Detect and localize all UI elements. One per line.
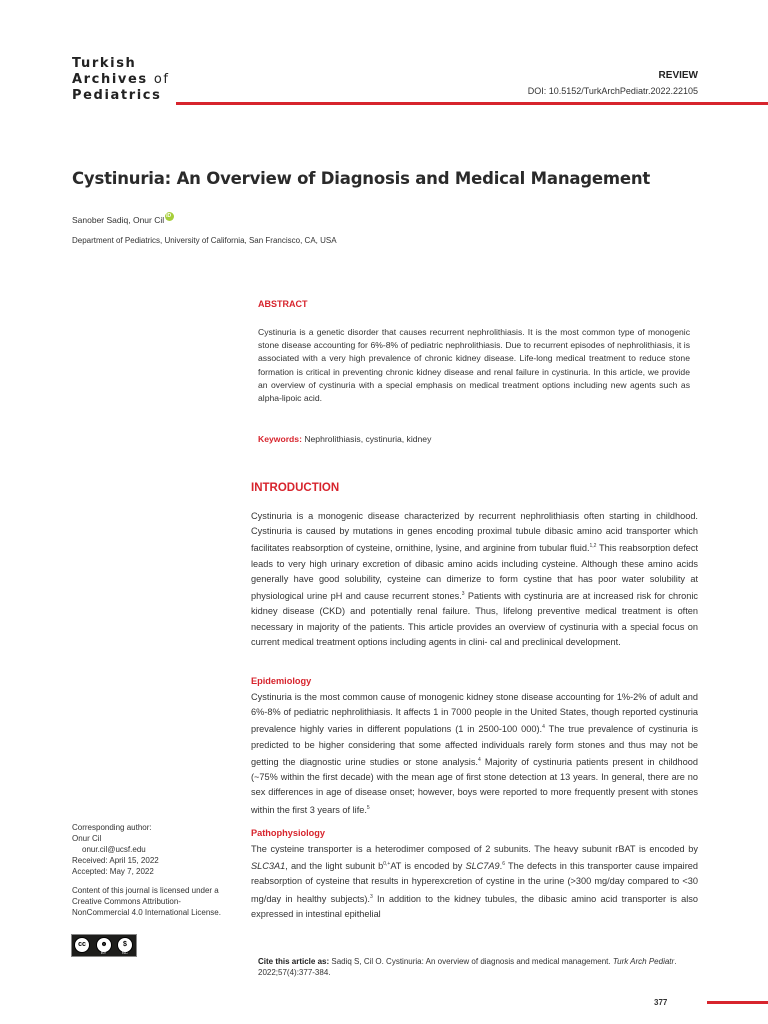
corresponding-author-email[interactable]: onur.cil@ucsf.edu xyxy=(82,845,146,854)
reference-superscript[interactable]: 3 xyxy=(369,893,373,900)
corresponding-author-block xyxy=(72,822,222,877)
citation-journal: Turk Arch Pediatr xyxy=(612,957,675,966)
footer-rule xyxy=(707,1001,768,1004)
license-text: Content of this journal is licensed under a Creative Commons Attribution-NonCommercial 4.0 International License. xyxy=(72,886,221,917)
epi-text-3: Majority of cystinuria patients present in childhood (~75% within the first decade) with the mean age of first stone detection at 13 years. In general, there are no sex differences in age of disease onset; however, boys were reported to more frequently present with stones within the first 3 years of life. xyxy=(251,756,698,815)
author-names: Sanober Sadiq, Onur Cil xyxy=(72,215,165,225)
epidemiology-heading: Epidemiology xyxy=(251,676,312,686)
journal-name-of: of xyxy=(153,72,170,87)
affiliation: Department of Pediatrics, University of California, San Francisco, CA, USA xyxy=(72,236,337,245)
received-date: Received: April 15, 2022 xyxy=(72,856,159,865)
journal-name-line1: Turkish xyxy=(72,56,137,71)
article-title: Cystinuria: An Overview of Diagnosis and Medical Management xyxy=(72,169,651,188)
epidemiology-paragraph xyxy=(251,690,698,818)
keywords xyxy=(258,434,431,444)
superscript: 0,+ xyxy=(383,861,391,868)
corresponding-author-name: Onur Cil xyxy=(72,834,102,843)
journal-name-line3: Pediatrics xyxy=(72,88,162,103)
journal-logo xyxy=(72,56,170,104)
citation xyxy=(258,956,698,978)
orcid-icon[interactable] xyxy=(165,212,174,221)
epi-text-2: The true prevalence of cystinuria is predicted to be higher considering that some affected individuals rarely form stones and thus may not be getting the diagnostic urine studies or stone analysis. xyxy=(251,724,698,767)
introduction-paragraph xyxy=(251,509,698,650)
cc-license-badge[interactable] xyxy=(71,934,137,957)
path-text-4: The defects in this transporter cause impaired reabsorption of cysteine that results in hyperexcretion of cystine in the urine (>300 mg/day compared to <30 mg/day in healthy subjects). xyxy=(251,861,698,904)
gene-name: SLC7A9 xyxy=(465,861,500,872)
reference-superscript[interactable]: 5 xyxy=(366,804,370,811)
intro-text-1: Cystinuria is a monogenic disease characterized by recurrent nephrolithiasis often starting in childhood. Cystinuria is caused by mutations in genes encoding proximal tubule dibasic amino acid transporter which facilitates reabsorption of cysteine, ornithine, lysine, and arginine from tubular fluid. xyxy=(251,511,698,554)
pathophysiology-paragraph: The cysteine transporter is a heterodimer composed of 2 subunits. The heavy subunit rBAT is encoded by SLC3A1, and the light subunit $b^{0,+}AT$ is encoded by SLC7A9.$^6$ The defects in this transporter cause impaired reabsorption of cysteine that results in hyperexcretion of cystine in the urine (>300 mg/day compared to <30 mg/day in healthy subjects).$^3$ In addition to the kidney tubules, the dibasic amino acid transporter is also expressed in intestinal epithelial xyxy=(251,844,698,919)
article-type: REVIEW xyxy=(658,70,698,81)
header-rule xyxy=(176,102,768,105)
reference-superscript[interactable]: 6 xyxy=(502,861,506,868)
pathophysiology-heading: Pathophysiology xyxy=(251,828,326,838)
path-text-5: In addition to the kidney tubules, the dibasic amino acid transporter is also expressed in intestinal epithelial xyxy=(251,893,698,919)
corresponding-author-label: Corresponding author: xyxy=(72,823,152,832)
cc-icon: cc xyxy=(74,937,90,953)
reference-superscript[interactable]: 4 xyxy=(542,724,545,731)
attribution-icon: ☻ xyxy=(96,937,112,953)
journal-name-archives: Archives xyxy=(72,72,154,87)
abstract-heading: ABSTRACT xyxy=(258,299,308,309)
keywords-list: Nephrolithiasis, cystinuria, kidney xyxy=(301,434,432,444)
path-text-3: AT is encoded by xyxy=(390,861,466,872)
citation-volume: . 2022;57(4):377-384. xyxy=(258,957,677,977)
gene-name: SLC3A1 xyxy=(251,861,286,872)
path-text-1: The cysteine transporter is a heterodimer composed of 2 subunits. The heavy subunit rBAT is encoded by xyxy=(251,844,698,854)
journal-name-line2 xyxy=(72,72,170,88)
doi[interactable]: DOI: 10.5152/TurkArchPediatr.2022.22105 xyxy=(527,86,698,96)
intro-text-2: This reabsorption defect leads to very high urinary excretion of dibasic amino acids including cysteine. Although these amino acids generally have good solubility, cysteine can dimerize to form cystine that has poor water solubility at physiological urine pH and cause recurrent stones. xyxy=(251,543,699,602)
cc-nc-label: NC xyxy=(122,950,128,955)
citation-text: Sadiq S, Cil O. Cystinuria: An overview of diagnosis and medical management. xyxy=(329,957,613,966)
introduction-heading: INTRODUCTION xyxy=(251,482,340,494)
reference-superscript[interactable]: 3 xyxy=(461,591,465,598)
page-number: 377 xyxy=(654,998,668,1007)
authors xyxy=(72,212,174,225)
reference-superscript[interactable]: 4 xyxy=(477,756,481,763)
reference-superscript[interactable]: 1,2 xyxy=(589,543,597,550)
citation-label: Cite this article as: xyxy=(258,957,330,966)
noncommercial-icon: $ xyxy=(117,937,133,953)
epi-text-1: Cystinuria is the most common cause of monogenic kidney stone disease accounting for 1%-2% of adult and 6%-8% of pediatric nephrolithiasis. It affects 1 in 7000 people in the United States, though reported cystinuria prevalence highly varies in different populations (1 in 2500-100 000). xyxy=(251,692,698,735)
path-text-2: , and the light subunit b xyxy=(285,861,384,872)
cc-by-label: BY xyxy=(101,950,107,955)
abstract-text: Cystinuria is a genetic disorder that causes recurrent nephrolithiasis. It is the most common type of monogenic stone disease accounting for 6%-8% of pediatric nephrolithiasis. Due to recurrent episodes of nephrolithiasis, it is associated with a very high prevalence of chronic kidney disease. Life-long medical treatment to reduce stone formation is critical in preventing chronic kidney disease and renal failure in cystinuria. In this article, we provide an overview of cystinuria with a special emphasis on medical treatment options including new agents such as alpha-lipoic acid. xyxy=(258,327,690,404)
keywords-label: Keywords: xyxy=(258,434,302,444)
intro-text-3: Patients with cystinuria are at increased risk for chronic kidney disease (CKD) and potentially renal failure. Thus, lifelong preventive medical treatment is often necessary in majority of the patients. This article provides an overview of cystinuria with a special focus on current medical treatment options including agents in clini- cal and preclinical development. xyxy=(251,591,698,647)
accepted-date: Accepted: May 7, 2022 xyxy=(72,867,154,876)
